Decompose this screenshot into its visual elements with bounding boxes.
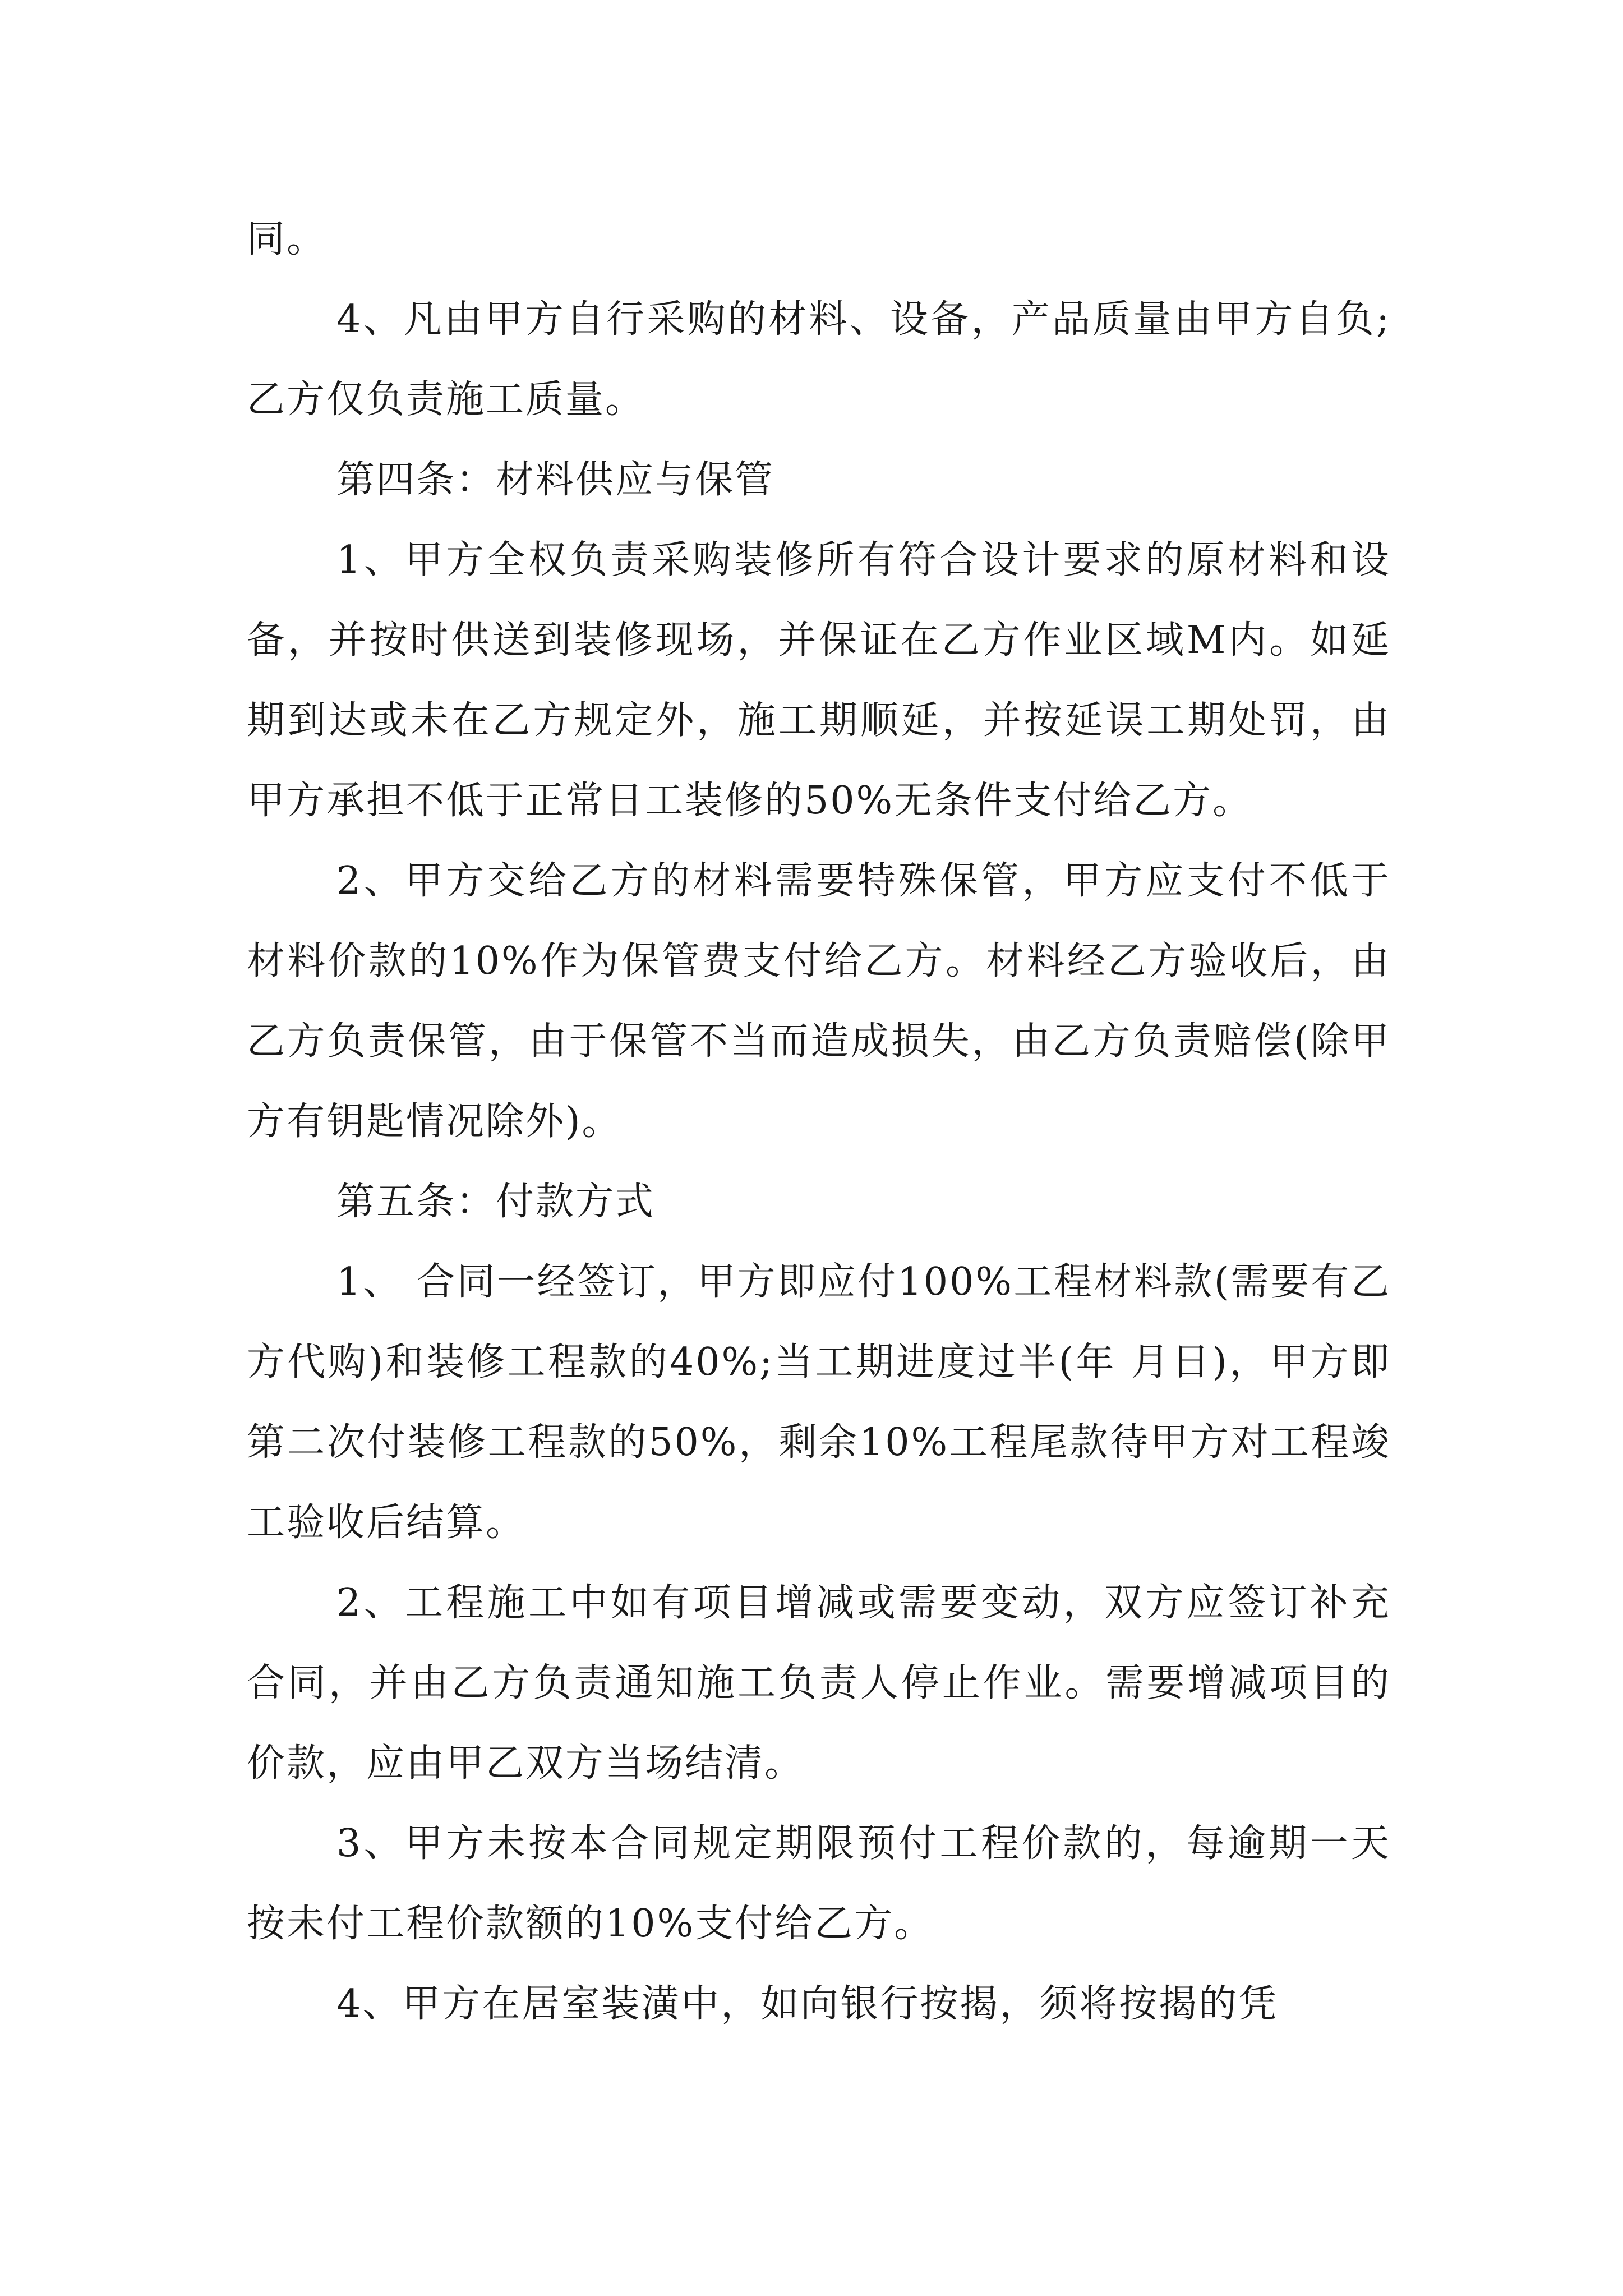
section-heading-article-5: 第五条：付款方式 [336,1180,656,1224]
paragraph-article-4-item-1: 1、甲方全权负责采购装修所有符合设计要求的原材料和设备，并按时供送到装修现场，并保证在乙方作业区域M内。如延期到达或未在乙方规定外，施工期顺延，并按延误工期处罚，由甲方承担不低于正常日工装修的50%无条件支付给乙方。 [247,538,1391,823]
paragraph-item-4-quality: 4、凡由甲方自行采购的材料、设备，产品质量由甲方自负;乙方仅负责施工质量。 [247,297,1391,422]
section-heading-article-4: 第四条：材料供应与保管 [336,458,775,502]
paragraph-article-5-item-2: 2、工程施工中如有项目增减或需要变动，双方应签订补充合同，并由乙方负责通知施工负责人停止作业。需要增减项目的价款，应由甲乙双方当场结清。 [247,1581,1391,1786]
contract-text-body [247,199,1391,2044]
paragraph-article-4-item-2: 2、甲方交给乙方的材料需要特殊保管，甲方应支付不低于材料价款的10%作为保管费支付给乙方。材料经乙方验收后，由乙方负责保管，由于保管不当而造成损失，由乙方负责赔偿(除甲方有钥匙情况除外)。 [247,859,1391,1144]
paragraph-article-5-item-1: 1、 合同一经签订，甲方即应付100%工程材料款(需要有乙方代购)和装修工程款的40%;当工期进度过半(年 月日)，甲方即第二次付装修工程款的50%，剩余10%工程尾款待甲方对工程竣工验收后结算。 [247,1260,1391,1545]
paragraph-article-5-item-3: 3、甲方未按本合同规定期限预付工程价款的，每逾期一天按未付工程价款额的10%支付给乙方。 [247,1821,1391,1946]
paragraph-continuation: 同。 [247,217,327,261]
paragraph-article-5-item-4: 4、甲方在居室装潢中，如向银行按揭，须将按揭的凭 [336,1982,1279,2026]
